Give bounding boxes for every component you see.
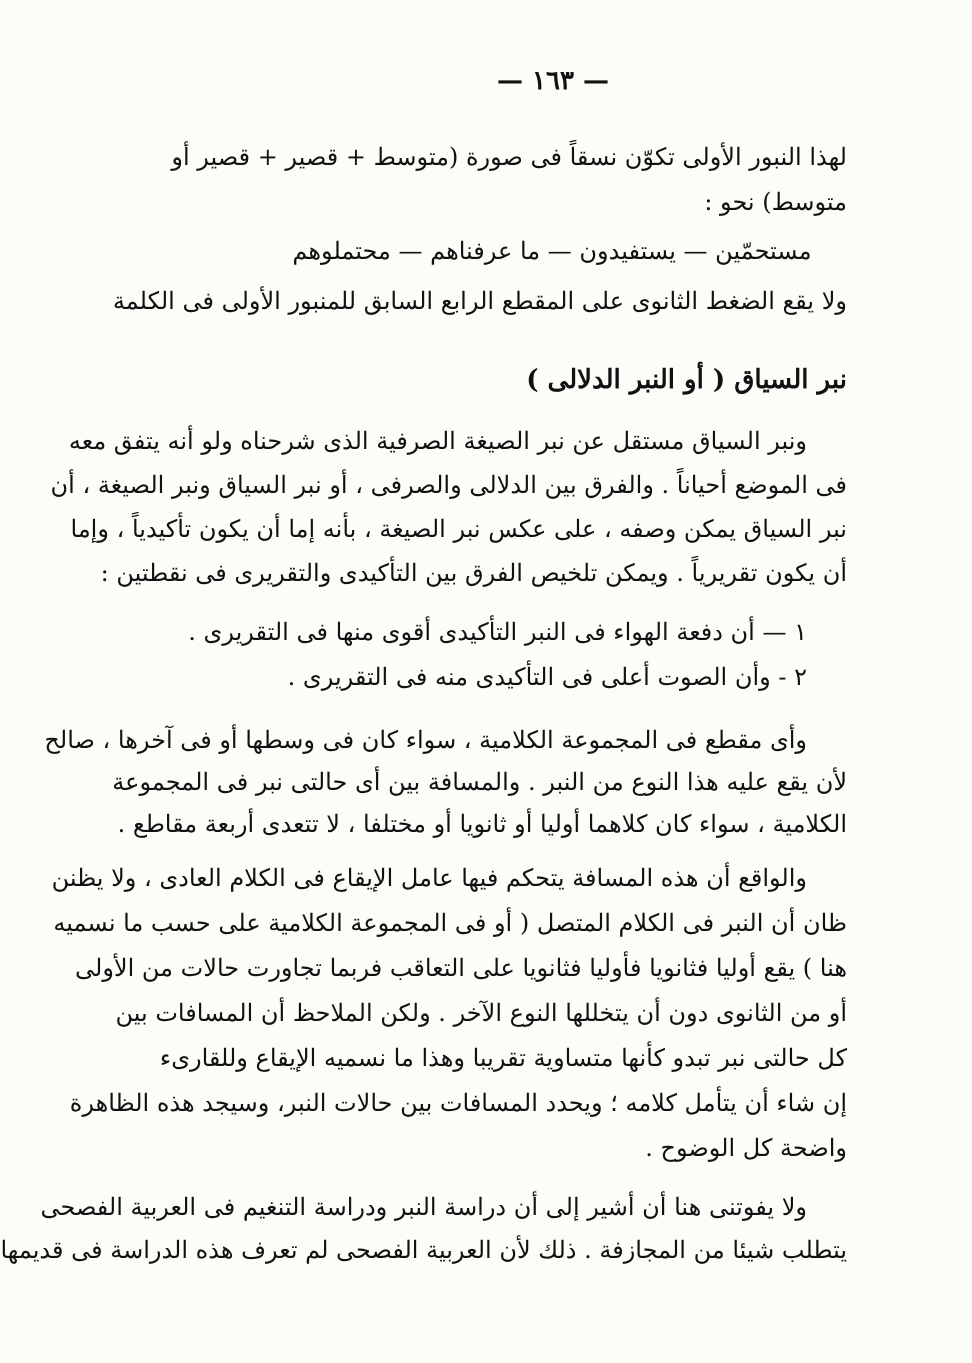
paragraph-line: ولا يفوتنى هنا أن أشير إلى أن دراسة النبر ودراسة التنغيم فى العربية الفصحى xyxy=(40,1193,807,1221)
examples-line: مستحمّين — يستفيدون — ما عرفناهم — محتملوهم xyxy=(292,237,812,265)
paragraph-line: الكلامية ، سواء كان كلاهما أوليا أو ثانويا أو مختلفا ، لا تتعدى أربعة مقاطع . xyxy=(117,810,847,838)
paragraph-line: هنا ) يقع أوليا فثانويا فأوليا فثانويا على التعاقب فربما تجاورت حالات من الأولى xyxy=(75,954,847,982)
paragraph-line: إن شاء أن يتأمل كلامه ؛ ويحدد المسافات بين حالات النبر، وسيجد هذه الظاهرة xyxy=(69,1089,847,1117)
paragraph-line: ولا يقع الضغط الثانوى على المقطع الرابع السابق للمنبور الأولى فى الكلمة xyxy=(112,287,847,315)
section-heading: نبر السياق ( أو النبر الدلالى ) xyxy=(526,365,847,395)
paragraph-line: ونبر السياق مستقل عن نبر الصيغة الصرفية الذى شرحناه ولو أنه يتفق معه xyxy=(68,427,807,455)
paragraph-line: أو من الثانوى دون أن يتخللها النوع الآخر . ولكن الملاحظ أن المسافات بين xyxy=(115,999,847,1027)
list-item: ١ — أن دفعة الهواء فى النبر التأكيدى أقوى منها فى التقريرى . xyxy=(188,618,807,646)
paragraph-line: لهذا النبور الأولى تكوّن نسقاً فى صورة (متوسط + قصير + قصير أو xyxy=(171,143,847,171)
paragraph-line: كل حالتى نبر تبدو كأنها متساوية تقريبا وهذا ما نسميه الإيقاع وللقارىء xyxy=(159,1044,847,1072)
paragraph-line: واضحة كل الوضوح . xyxy=(645,1134,847,1162)
paragraph-line: لأن يقع عليه هذا النوع من النبر . والمسافة بين أى حالتى نبر فى المجموعة xyxy=(112,768,847,796)
paragraph-line: وأى مقطع فى المجموعة الكلامية ، سواء كان فى وسطها أو فى آخرها ، صالح xyxy=(44,726,807,754)
page-number: — ١٦٣ — xyxy=(496,66,610,96)
paragraph-line: نبر السياق يمكن وصفه ، على عكس نبر الصيغة ، بأنه إما أن يكون تأكيدياً ، وإما xyxy=(70,515,847,543)
list-item: ٢ - وأن الصوت أعلى فى التأكيدى منه فى التقريرى . xyxy=(287,663,807,691)
paragraph-line: فى الموضع أحياناً . والفرق بين الدلالى والصرفى ، أو نبر السياق ونبر الصيغة ، أن xyxy=(50,471,847,499)
paragraph-line: أن يكون تقريرياً . ويمكن تلخيص الفرق بين التأكيدى والتقريرى فى نقطتين : xyxy=(100,559,847,587)
paragraph-line: ظان أن النبر فى الكلام المتصل ( أو فى المجموعة الكلامية على حسب ما نسميه xyxy=(53,909,847,937)
paragraph-line: يتطلب شيئا من المجازفة . ذلك لأن العربية الفصحى لم تعرف هذه الدراسة فى قديمها xyxy=(0,1236,847,1264)
paragraph-line: والواقع أن هذه المسافة يتحكم فيها عامل الإيقاع فى الكلام العادى ، ولا يظنن xyxy=(51,864,807,892)
paragraph-line: متوسط) نحو : xyxy=(704,188,847,216)
